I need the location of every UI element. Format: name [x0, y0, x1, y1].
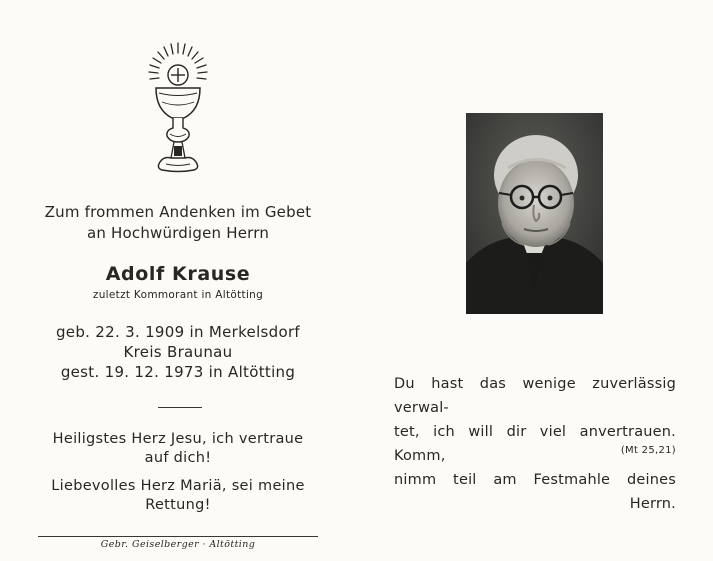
dedication-text	[20, 202, 336, 244]
verse-line: tet, ich will dir viel anvertrauen. Komm,	[394, 424, 676, 464]
printer-imprint: Gebr. Geiselberger · Altötting	[100, 539, 256, 550]
life-dates	[20, 322, 336, 382]
prayer-line: Liebevolles Herz Mariä, sei meine	[51, 478, 305, 494]
left-panel	[0, 0, 356, 561]
prayers	[20, 430, 336, 515]
chalice-host-icon	[140, 40, 216, 180]
footer-divider	[38, 536, 318, 537]
prayer-line: Rettung!	[145, 497, 211, 513]
portrait-photo	[466, 113, 603, 314]
verse-reference: (Mt 25,21)	[620, 445, 676, 456]
verse-line: Du hast das wenige zuverlässig verwal-	[394, 376, 676, 416]
death-line: gest. 19. 12. 1973 in Altötting	[60, 363, 296, 381]
deceased-residence: zuletzt Kommorant in Altötting	[92, 289, 264, 301]
prayer-line: auf dich!	[144, 450, 212, 466]
dedication-line: Zum frommen Andenken im Gebet	[44, 203, 312, 221]
district-line: Kreis Braunau	[123, 343, 233, 361]
divider	[158, 407, 202, 408]
verse-line: nimm teil am Festmahle deines Herrn.	[394, 472, 676, 512]
prayer-line: Heiligstes Herz Jesu, ich vertraue	[52, 431, 304, 447]
deceased-name: Adolf Krause	[105, 263, 251, 285]
birth-line: geb. 22. 3. 1909 in Merkelsdorf	[55, 323, 301, 341]
dedication-line: an Hochwürdigen Herrn	[86, 224, 270, 242]
bible-verse	[394, 372, 676, 516]
